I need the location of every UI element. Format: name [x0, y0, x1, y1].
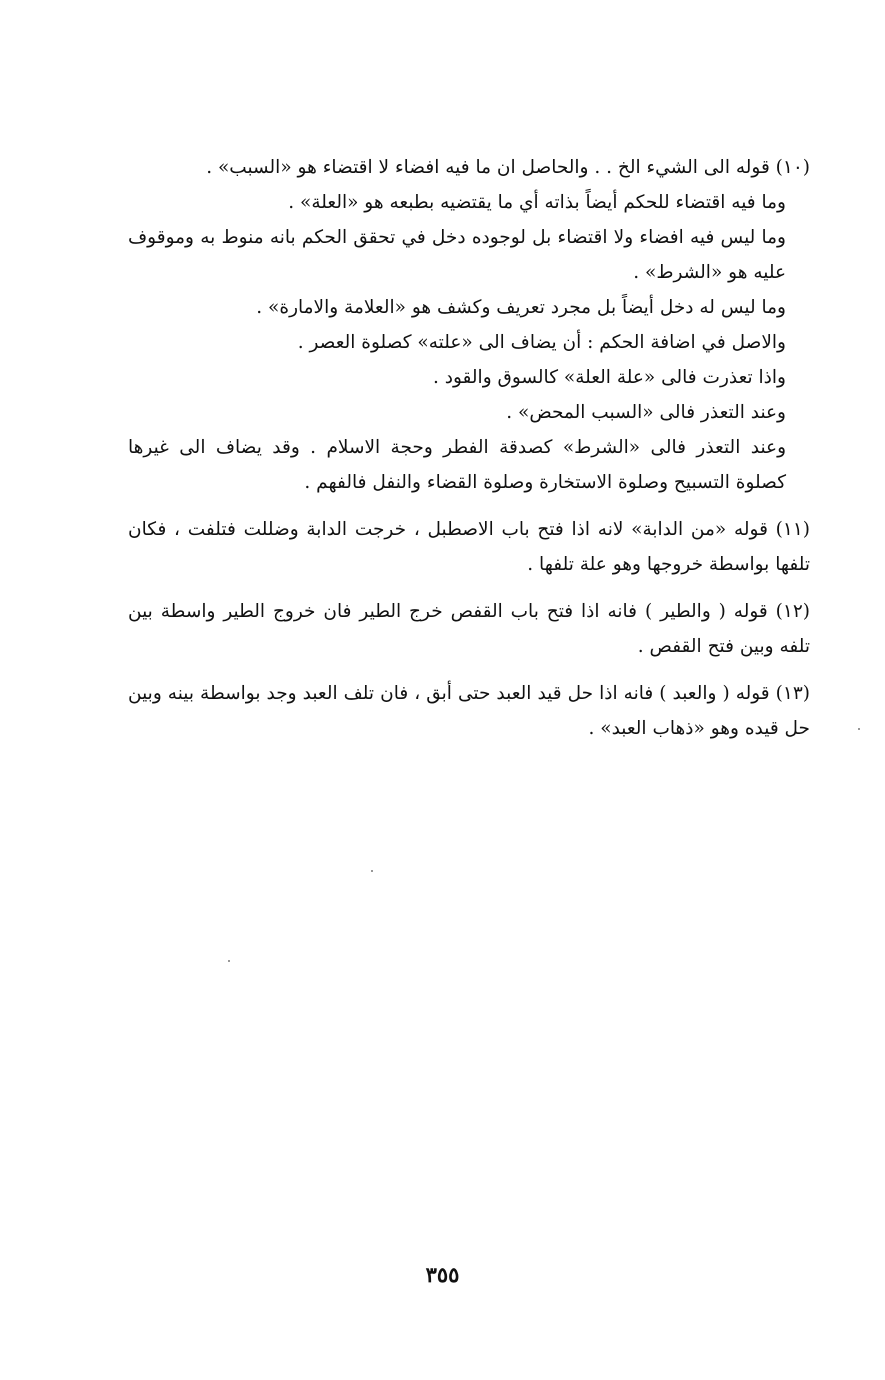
note-10-line-6: واذا تعذرت فالى «علة العلة» كالسوق والقود . [433, 367, 786, 388]
note-10-line-1: (١٠) قوله الى الشيء الخ . . والحاصل ان ما فيه افضاء لا اقتضاء هو «السبب» . [206, 157, 810, 178]
note-10-line-2: وما فيه اقتضاء للحكم أيضاً بذاته أي ما يقتضيه بطبعه هو «العلة» . [288, 192, 786, 213]
note-13: (١٣) قوله ( والعبد ) فانه اذا حل قيد العبد حتى أبق ، فان تلف العبد وجد بواسطة بينه وبين حل قيده وهو «ذهاب العبد» . [128, 683, 810, 739]
page-number: ٣٥٥ [425, 1262, 460, 1287]
footnotes-body [128, 150, 810, 746]
spacer [128, 664, 810, 676]
note-10-line-5: والاصل في اضافة الحكم : أن يضاف الى «علته» كصلوة العصر . [297, 332, 786, 353]
scan-speck [858, 728, 860, 730]
note-11: (١١) قوله «من الدابة» لانه اذا فتح باب الاصطبل ، خرجت الدابة وضللت فتلفت ، فكان تلفها بواسطة خروجها وهو علة تلفها . [128, 519, 810, 575]
note-10-line-8: وعند التعذر فالى «الشرط» كصدقة الفطر وحجة الاسلام . وقد يضاف الى غيرها كصلوة التسبيح وصلوة الاستخارة وصلوة القضاء والنفل فالفهم . [128, 437, 786, 493]
scan-speck [228, 960, 230, 962]
scan-speck [371, 870, 373, 872]
note-10-line-4: وما ليس له دخل أيضاً بل مجرد تعريف وكشف هو «العلامة والامارة» . [256, 297, 786, 318]
note-10-line-3: وما ليس فيه افضاء ولا اقتضاء بل لوجوده دخل في تحقق الحكم بانه منوط به وموقوف عليه هو «الشرط» . [128, 227, 786, 283]
note-10-line-7: وعند التعذر فالى «السبب المحض» . [506, 402, 786, 423]
spacer [128, 500, 810, 512]
note-12: (١٢) قوله ( والطير ) فانه اذا فتح باب القفص خرج الطير فان خروج الطير واسطة بين تلفه وبين فتح القفص . [128, 601, 810, 657]
spacer [128, 582, 810, 594]
